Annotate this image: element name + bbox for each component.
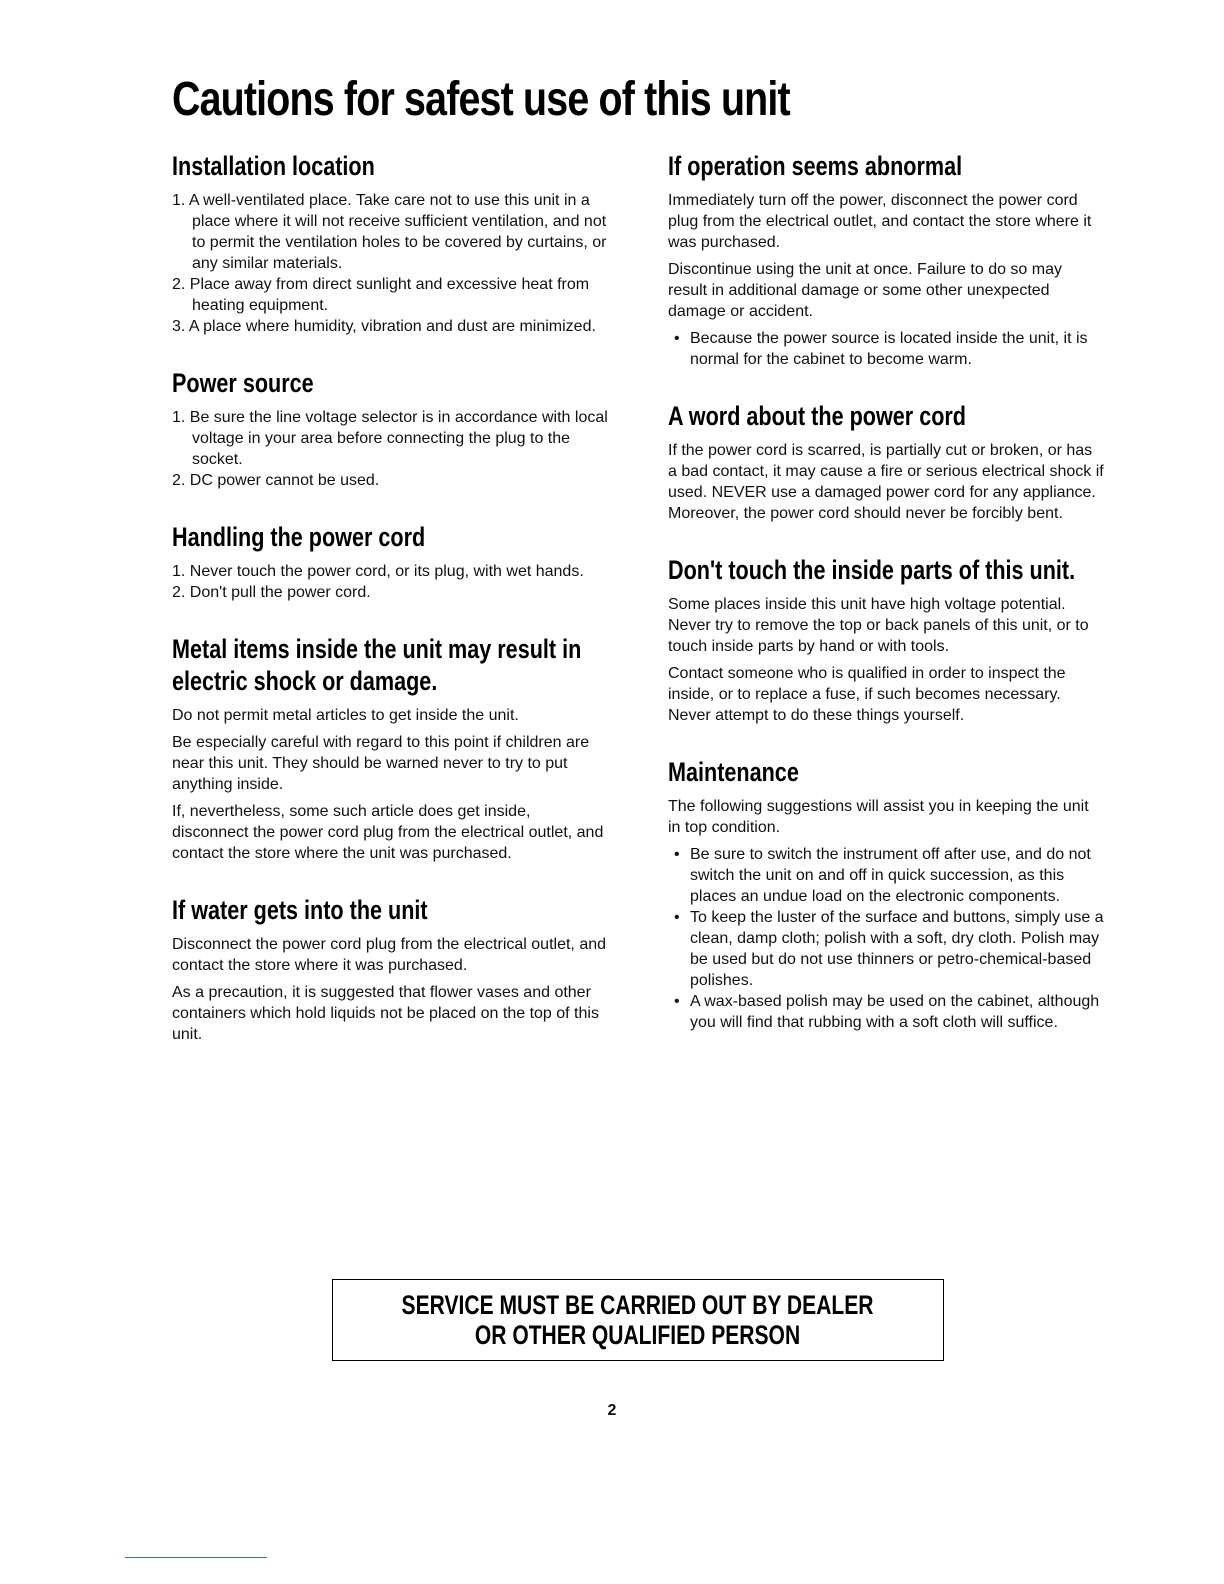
paragraph: The following suggestions will assist you in keeping the unit in top condition.: [668, 798, 1089, 836]
water-heading: If water gets into the unit: [172, 895, 428, 925]
abnormal-bullets: [668, 328, 1104, 370]
paragraph: Be especially careful with regard to this point if children are near this unit. They should be warned never to try to put anything inside.: [172, 734, 590, 793]
list-item: [668, 844, 1104, 907]
installation-heading: Installation location: [172, 151, 375, 181]
metal-items-heading: Metal items inside the unit may result in electric shock or damage.: [172, 634, 582, 696]
bullet-icon: •: [674, 330, 680, 347]
paragraph: If the power cord is scarred, is partially cut or broken, or has a bad contact, it may cause a fire or serious electrical shock if used. NEVER use a damaged power cord for any appliance. Moreover, the power cord should never be forcibly bent.: [668, 442, 1104, 522]
service-notice-box: [332, 1279, 944, 1361]
water-section: [172, 894, 610, 1045]
list-item: 1. Never touch the power cord, or its plug, with wet hands.: [172, 563, 584, 580]
paragraph: As a precaution, it is suggested that flower vases and other containers which hold liquids not be placed on the top of this unit.: [172, 984, 599, 1043]
list-item: 3. A place where humidity, vibration and dust are minimized.: [172, 318, 596, 335]
paragraph: Do not permit metal articles to get inside the unit.: [172, 707, 519, 724]
metal-items-section: [172, 633, 610, 864]
footer-divider: [125, 1557, 267, 1558]
list-item: [668, 328, 1104, 370]
power-cord-section: [172, 521, 610, 603]
left-column: [172, 150, 610, 1075]
right-column: [668, 150, 1104, 1063]
paragraph: Disconnect the power cord plug from the electrical outlet, and contact the store where it was purchased.: [172, 936, 607, 974]
power-source-section: [172, 367, 610, 491]
paragraph: Immediately turn off the power, disconnect the power cord plug from the electrical outlet, and contact the store where it was purchased.: [668, 192, 1092, 251]
maintenance-bullets: [668, 844, 1104, 1033]
power-cord-list: [172, 561, 610, 603]
paragraph: Some places inside this unit have high voltage potential. Never try to remove the top or back panels of this unit, or to touch inside parts by hand or with tools.: [668, 596, 1089, 655]
power-source-list: [172, 407, 610, 491]
list-item: 2. DC power cannot be used.: [172, 472, 380, 489]
list-item: [668, 907, 1104, 991]
paragraph: Discontinue using the unit at once. Failure to do so may result in additional damage or some other unexpected damage or accident.: [668, 261, 1062, 320]
abnormal-section: [668, 150, 1104, 370]
list-item: 2. Place away from direct sunlight and excessive heat from heating equipment.: [172, 276, 590, 314]
list-item: 1. A well-ventilated place. Take care not to use this unit in a place where it will not receive sufficient ventilation, and not to permit the ventilation holes to be covered by curtains, or any similar materials.: [172, 192, 607, 272]
list-item-text: A wax-based polish may be used on the cabinet, although you will find that rubbing with a soft cloth will suffice.: [690, 993, 1100, 1031]
list-item: [668, 991, 1104, 1033]
installation-section: [172, 150, 610, 337]
power-cord-heading: Handling the power cord: [172, 522, 426, 552]
inside-parts-heading: Don't touch the inside parts of this unit.: [668, 555, 1076, 585]
list-item-text: Be sure to switch the instrument off after use, and do not switch the unit on and off in quick succession, as this places an undue load on the electronic components.: [690, 846, 1091, 905]
bullet-icon: •: [674, 909, 680, 926]
list-item-text: Because the power source is located inside the unit, it is normal for the cabinet to become warm.: [690, 330, 1088, 368]
page-title: Cautions for safest use of this unit: [172, 73, 790, 126]
page-number: 2: [607, 1402, 617, 1419]
paragraph: Contact someone who is qualified in order to inspect the inside, or to replace a fuse, if such becomes necessary. Never attempt to do these things yourself.: [668, 665, 1066, 724]
list-item: 2. Don't pull the power cord.: [172, 584, 371, 601]
list-item: 1. Be sure the line voltage selector is in accordance with local voltage in your area before connecting the plug to the socket.: [172, 409, 608, 468]
bullet-icon: •: [674, 846, 680, 863]
paragraph: If, nevertheless, some such article does get inside, disconnect the power cord plug from the electrical outlet, and contact the store where the unit was purchased.: [172, 803, 604, 862]
power-cord-word-heading: A word about the power cord: [668, 401, 967, 431]
service-notice-line-2: OR OTHER QUALIFIED PERSON: [475, 1320, 801, 1350]
abnormal-heading: If operation seems abnormal: [668, 151, 963, 181]
bullet-icon: •: [674, 993, 680, 1010]
power-cord-word-section: [668, 400, 1104, 524]
maintenance-heading: Maintenance: [668, 757, 799, 787]
list-item-text: To keep the luster of the surface and buttons, simply use a clean, damp cloth; polish with a soft, dry cloth. Polish may be used but do not use thinners or petro-chemical-based polishes.: [690, 909, 1104, 989]
power-source-heading: Power source: [172, 368, 314, 398]
installation-list: [172, 190, 610, 337]
service-notice-line-1: SERVICE MUST BE CARRIED OUT BY DEALER: [402, 1290, 874, 1320]
maintenance-section: [668, 756, 1104, 1033]
inside-parts-section: [668, 554, 1104, 726]
